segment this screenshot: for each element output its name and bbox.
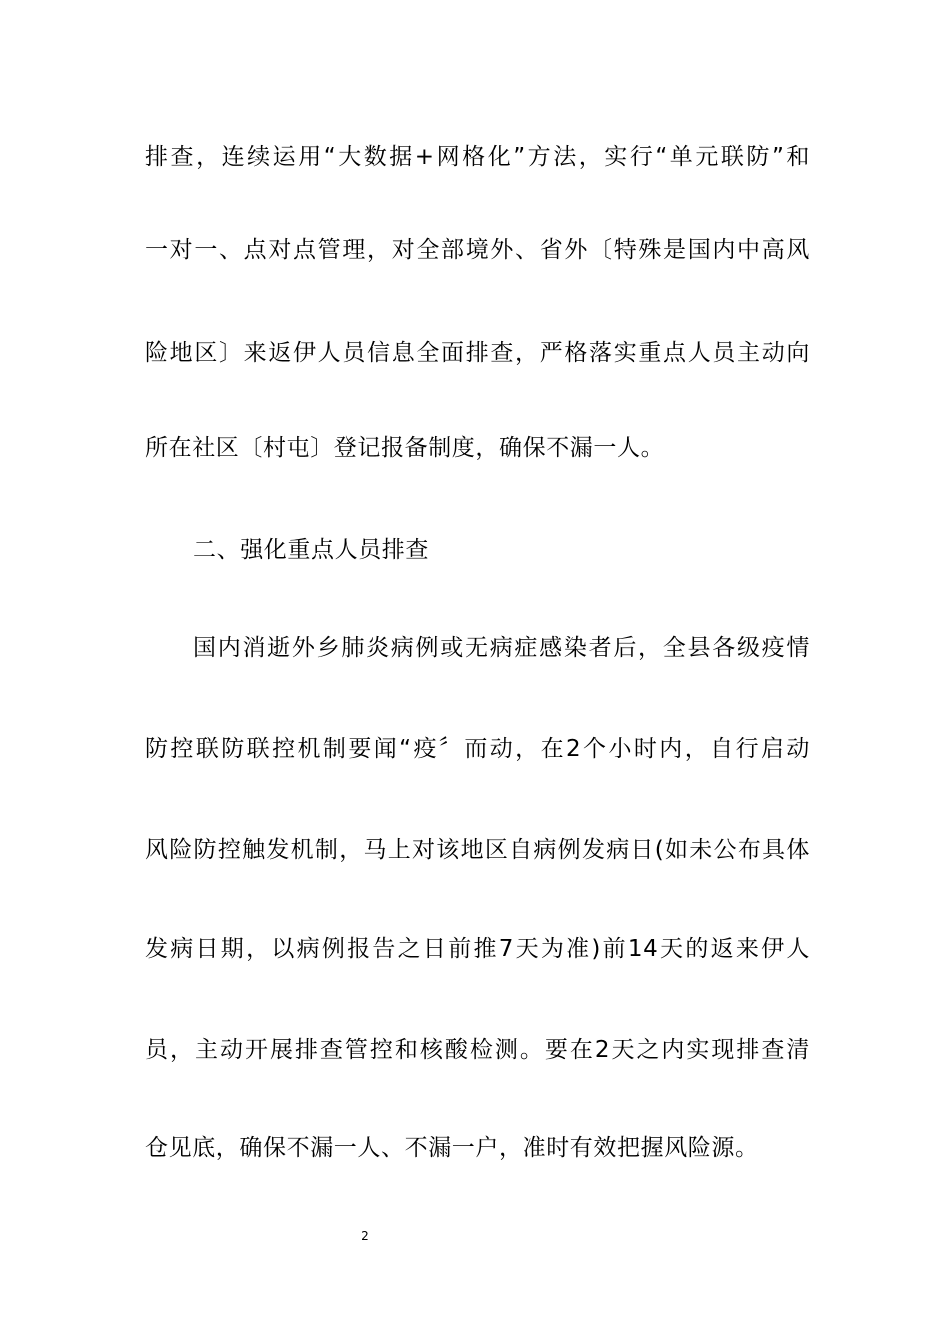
section-heading: 二、强化重点人员排查 xyxy=(193,537,429,563)
paragraph-2-line-4: 发病日期，以病例报告之日前推7天为准)前14天的返来伊人 xyxy=(145,936,810,962)
paragraph-2-line-5: 员，主动开展排查管控和核酸检测。要在2天之内实现排查清 xyxy=(145,1037,810,1063)
paragraph-2-line-3: 风险防控触发机制，马上对该地区自病例发病日(如未公布具体 xyxy=(145,837,810,863)
paragraph-2-line-2: 防控联防联控机制要闻“疫〞而动，在2个小时内，自行启动 xyxy=(145,736,810,762)
paragraph-1-line-1: 排查，连续运用“大数据+网格化”方法，实行“单元联防”和 xyxy=(145,144,810,170)
paragraph-1-line-4: 所在社区〔村屯〕登记报备制度，确保不漏一人。 xyxy=(145,435,665,461)
page-number: 2 xyxy=(361,1229,369,1243)
paragraph-1-line-3: 险地区〕来返伊人员信息全面排查，严格落实重点人员主动向 xyxy=(145,340,810,366)
paragraph-1-line-2: 一对一、点对点管理，对全部境外、省外〔特殊是国内中高风 xyxy=(145,237,810,263)
paragraph-2-line-1: 国内消逝外乡肺炎病例或无病症感染者后，全县各级疫情 xyxy=(193,635,810,661)
paragraph-2-line-6: 仓见底，确保不漏一人、不漏一户，准时有效把握风险源。 xyxy=(145,1135,759,1161)
